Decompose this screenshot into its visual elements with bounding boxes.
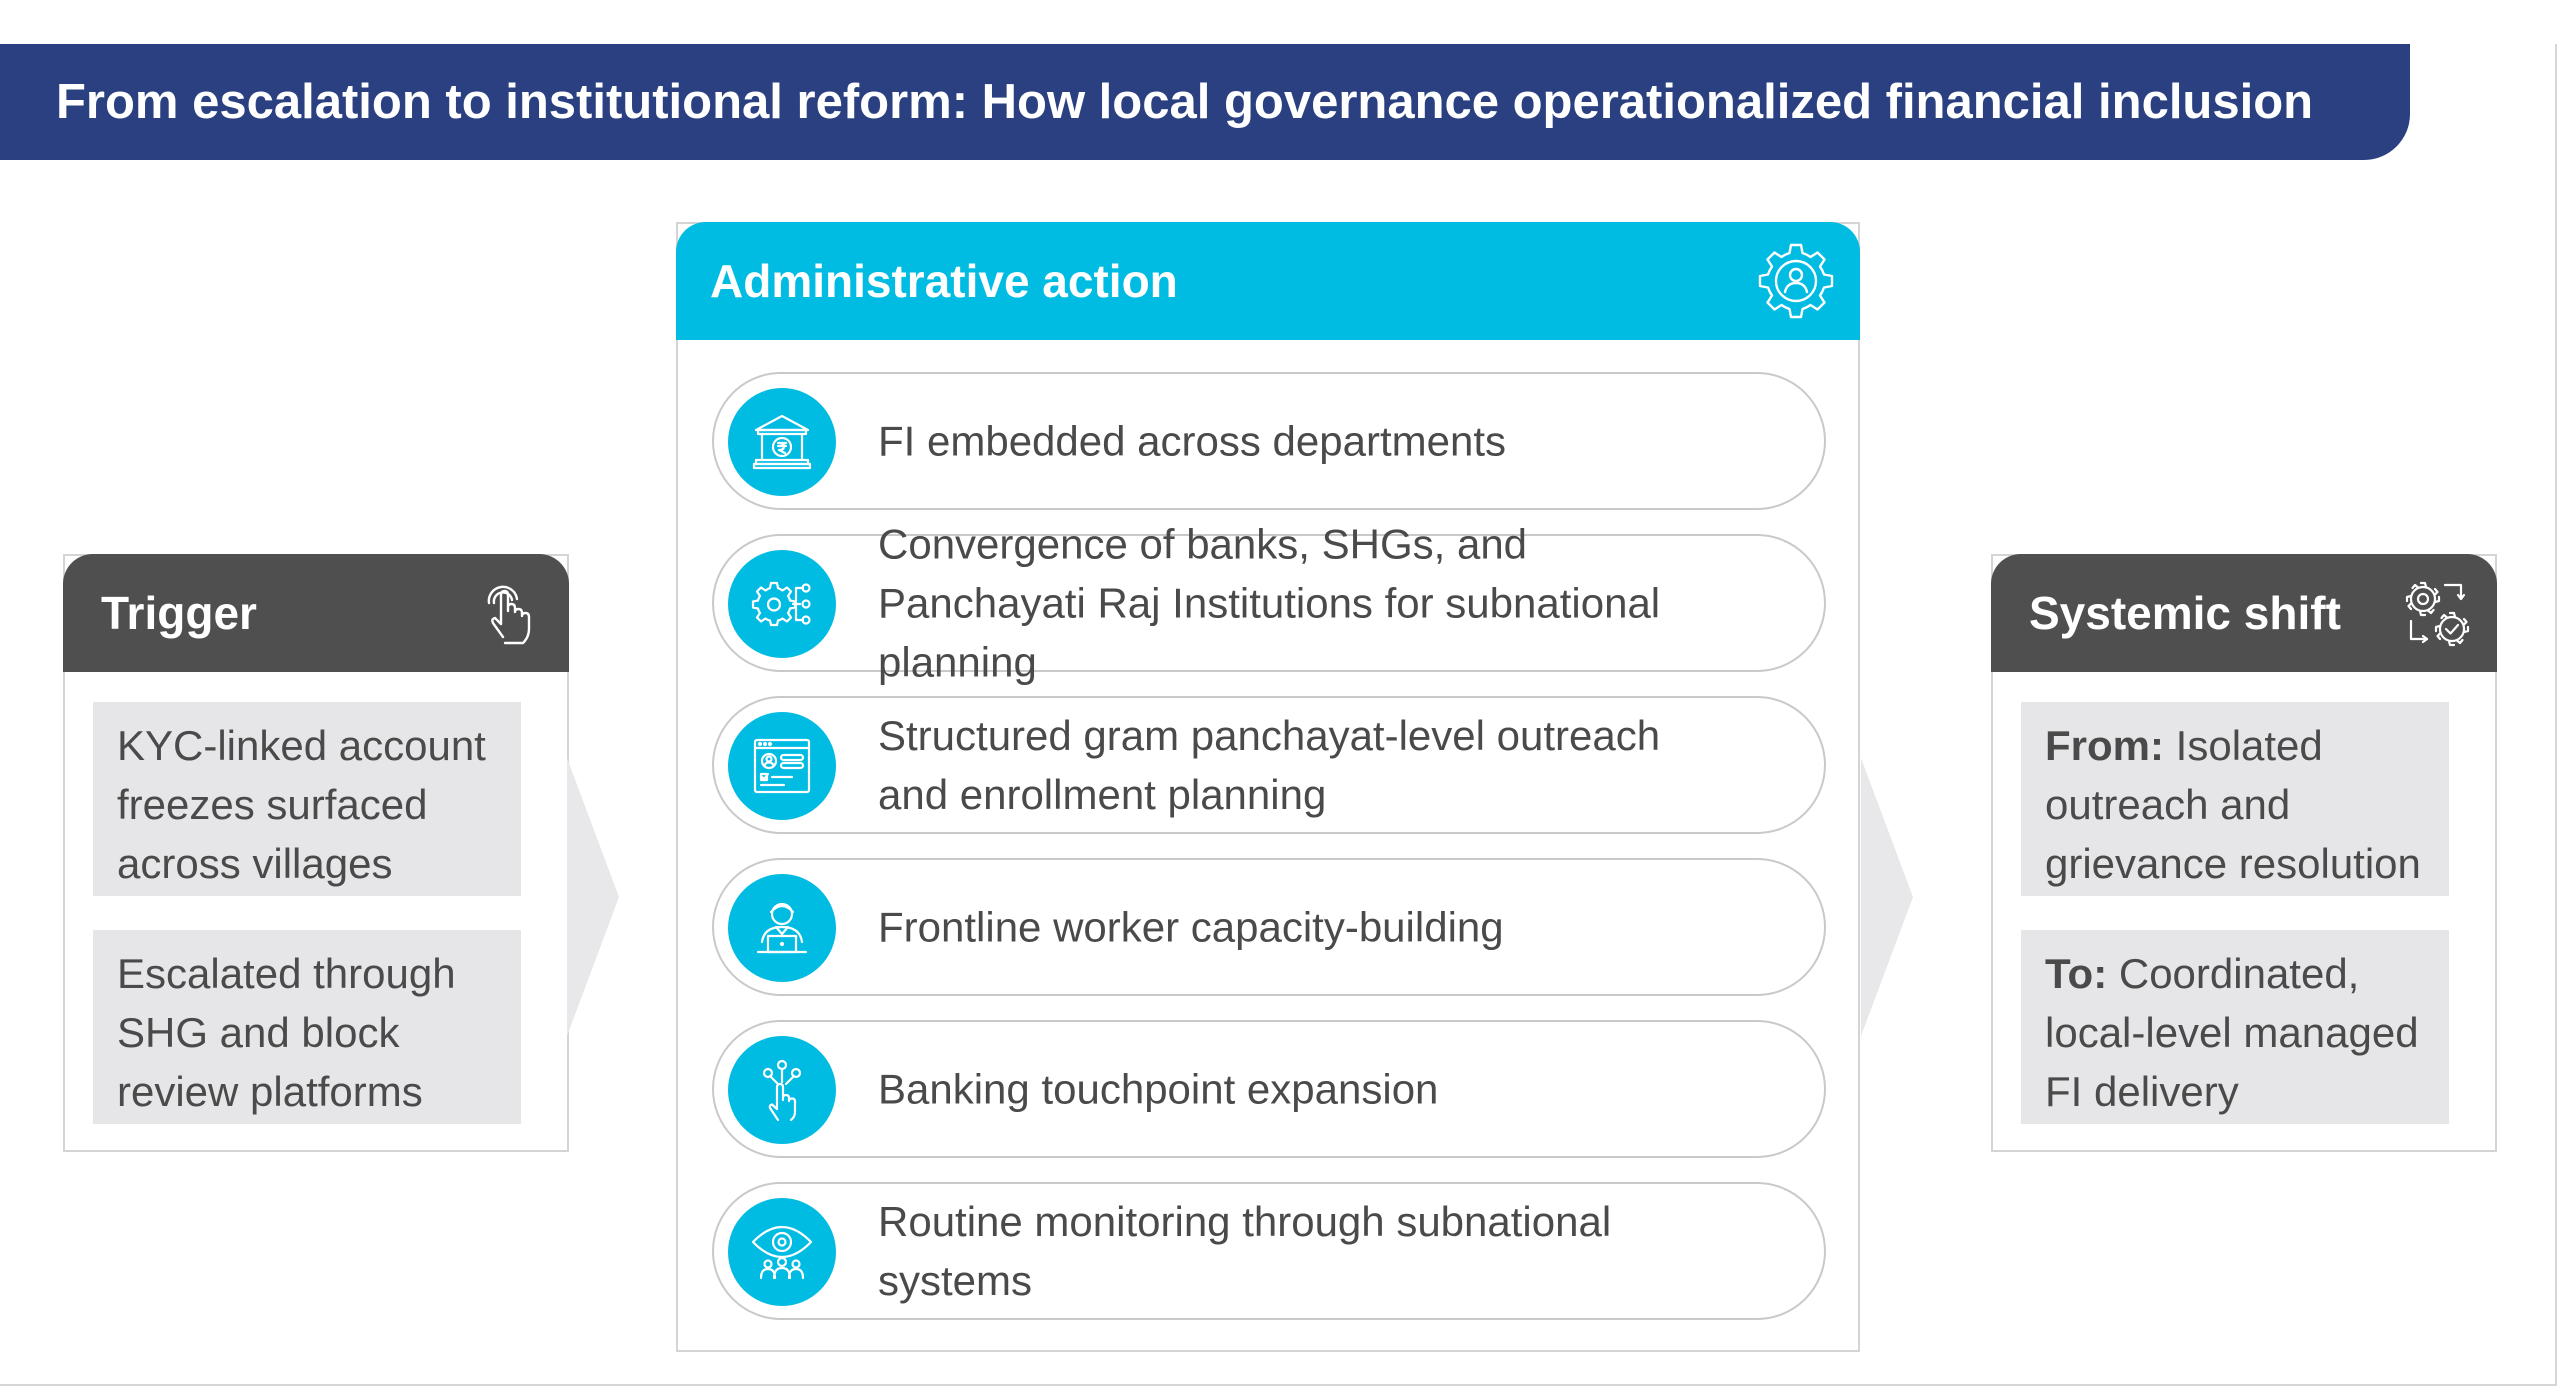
systemic-shift-header [1991, 554, 2497, 672]
systemic-shift-panel [1991, 554, 2497, 1152]
systemic-shift-to-box [2021, 930, 2449, 1124]
to-label: To: [2045, 950, 2108, 997]
trigger-panel [63, 554, 569, 1152]
trigger-box-1-text: KYC-linked account freezes surfaced across villages [117, 722, 486, 887]
action-text-1: FI embedded across departments [878, 417, 1506, 465]
action-item-fi-embedded [712, 372, 1826, 510]
action-icon-circle [728, 712, 836, 820]
from-label: From: [2045, 722, 2164, 769]
chevron-arrow-2 [1861, 758, 1913, 1036]
gear-user-icon [1754, 239, 1838, 323]
title-banner [0, 44, 2410, 160]
action-text-5: Banking touchpoint expansion [878, 1065, 1439, 1113]
administrative-action-heading: Administrative action [710, 255, 1178, 307]
trigger-box-2 [93, 930, 521, 1124]
worker-laptop-icon [748, 894, 816, 962]
administrative-action-header [676, 222, 1860, 340]
systemic-shift-heading: Systemic shift [2029, 587, 2341, 639]
from-text: Isolated outreach and grievance resolution [2045, 722, 2421, 887]
systemic-shift-from-box [2021, 702, 2449, 896]
gears-check-icon [2401, 577, 2473, 649]
action-item-convergence [712, 520, 1826, 686]
bank-rupee-icon [748, 408, 816, 476]
figure-title: From escalation to institutional reform: How local governance operationalized financial inclusion [56, 75, 2314, 129]
chevron-arrow-1 [567, 758, 619, 1036]
trigger-box-1 [93, 702, 521, 896]
eye-group-icon [748, 1218, 816, 1286]
action-item-touchpoint-expansion [712, 1020, 1826, 1158]
trigger-header [63, 554, 569, 672]
action-icon-circle [728, 1198, 836, 1306]
action-list [712, 372, 1826, 1344]
action-text-2: Convergence of banks, SHGs, and Panchayati Raj Institutions for subnational planning [878, 520, 1661, 686]
action-text-4: Frontline worker capacity-building [878, 903, 1504, 951]
gear-network-icon [748, 570, 816, 638]
action-icon-circle [728, 874, 836, 982]
action-text-6: Routine monitoring through subnational systems [878, 1198, 1612, 1304]
action-text-3: Structured gram panchayat-level outreach and enrollment planning [878, 712, 1661, 818]
action-icon-circle [728, 1036, 836, 1144]
action-icon-circle [728, 550, 836, 658]
trigger-box-2-text: Escalated through SHG and block review platforms [117, 950, 456, 1115]
administrative-action-panel [676, 222, 1860, 1352]
action-item-gram-panchayat-outreach [712, 696, 1826, 834]
action-item-routine-monitoring [712, 1182, 1826, 1320]
touch-hand-icon [473, 577, 545, 649]
action-icon-circle [728, 388, 836, 496]
to-text: Coordinated, local-level managed FI delivery [2045, 950, 2419, 1115]
trigger-heading: Trigger [101, 587, 257, 639]
form-checklist-icon [748, 732, 816, 800]
action-item-capacity-building [712, 858, 1826, 996]
touchpoint-hand-icon [748, 1056, 816, 1124]
